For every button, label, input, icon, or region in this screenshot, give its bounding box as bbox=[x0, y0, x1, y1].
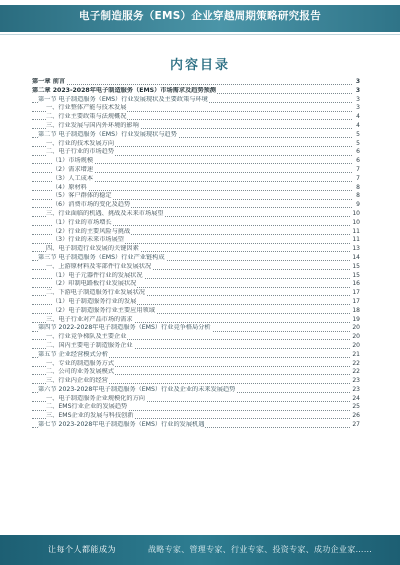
report-title: 电子制造服务（EMS）企业穿越周期策略研究报告 bbox=[78, 10, 322, 22]
toc-entry-label: 三、行业发展与国内外环境的影响 bbox=[46, 121, 139, 129]
toc-entry-label: （2）印制电路板行业发展状况 bbox=[52, 280, 137, 288]
footer-slogan: 让每个人都能成为 bbox=[48, 545, 116, 554]
toc-entry-page: 11 bbox=[352, 236, 360, 244]
toc-entry-label: 第二章 2023-2028年电子制造服务（EMS）市场需求及趋势预测 bbox=[32, 86, 216, 94]
toc-entry-label: （2）电子制造服务行业主要应用领域 bbox=[52, 306, 155, 314]
header-divider bbox=[0, 34, 400, 35]
toc-entry-label: 第七节 2023-2028年电子制造服务（EMS）行业的发展机遇 bbox=[38, 421, 205, 429]
toc-entry-page: 8 bbox=[356, 192, 360, 200]
toc-entry[interactable] bbox=[32, 166, 360, 175]
toc-entry[interactable] bbox=[32, 360, 360, 369]
toc-entry-label: 三、行业面临的机遇、挑战及未来市场展望 bbox=[46, 209, 164, 217]
toc-entry-page: 8 bbox=[356, 183, 360, 191]
toc-entry-label: （4）原材料 bbox=[52, 183, 87, 191]
toc-entry-label: （2）行业的主要风险与挑战 bbox=[52, 227, 131, 235]
toc-entry[interactable] bbox=[32, 87, 360, 96]
toc-entry-page: 10 bbox=[352, 209, 360, 217]
toc-entry-label: （3）行业的未来市场展望 bbox=[52, 236, 124, 244]
toc-entry[interactable] bbox=[32, 184, 360, 193]
toc-entry-page: 3 bbox=[355, 86, 360, 94]
toc-entry-page: 19 bbox=[352, 315, 360, 323]
toc-entry-page: 10 bbox=[352, 218, 360, 226]
toc-entry[interactable] bbox=[32, 351, 360, 360]
toc-entry[interactable] bbox=[32, 395, 360, 404]
toc-entry-label: （5）客户群体的稳定 bbox=[52, 192, 112, 200]
toc-entry-label: （1）电子元器件行业的发展状况 bbox=[52, 271, 143, 279]
toc-entry[interactable] bbox=[32, 78, 360, 87]
toc-entry-label: 三、行业内企业的经营 bbox=[46, 377, 108, 385]
toc-entry[interactable] bbox=[32, 307, 360, 316]
toc-entry-page: 13 bbox=[352, 245, 360, 253]
toc-entry[interactable] bbox=[32, 377, 360, 386]
footer-tagline: 战略专家、管理专家、行业专家、投资专家、成功企业家…… bbox=[148, 545, 373, 554]
page-footer bbox=[0, 535, 400, 565]
table-of-contents bbox=[32, 78, 360, 430]
toc-entry[interactable] bbox=[32, 272, 360, 281]
toc-entry[interactable] bbox=[32, 157, 360, 166]
toc-entry[interactable] bbox=[32, 386, 360, 395]
toc-entry-label: 第一节 电子制造服务（EMS）行业发展现状及主要政策与环境 bbox=[38, 95, 208, 103]
toc-entry-page: 17 bbox=[352, 289, 360, 297]
toc-entry-page: 23 bbox=[352, 385, 360, 393]
toc-entry-label: 一、行业整体产能与技术发展 bbox=[46, 104, 127, 112]
toc-entry-page: 20 bbox=[352, 341, 360, 349]
toc-entry-label: （1）市场规模 bbox=[52, 157, 94, 165]
toc-entry-label: （1）行业的市场增长 bbox=[52, 218, 112, 226]
toc-entry-page: 6 bbox=[356, 148, 360, 156]
toc-entry-page: 15 bbox=[352, 271, 360, 279]
toc-entry-page: 22 bbox=[352, 359, 360, 367]
toc-entry[interactable] bbox=[32, 245, 360, 254]
toc-entry[interactable] bbox=[32, 280, 360, 289]
toc-entry[interactable] bbox=[32, 228, 360, 237]
toc-entry-label: 第一章 前言 bbox=[32, 78, 66, 85]
toc-entry-label: （1）电子制造服务行业的发展 bbox=[52, 297, 137, 305]
toc-entry-label: 一、上游原材料及零部件行业发展状况 bbox=[46, 262, 152, 270]
toc-entry[interactable] bbox=[32, 254, 360, 263]
toc-entry-label: 三、电子行业对产品市场的需求 bbox=[46, 315, 133, 323]
report-header bbox=[0, 0, 400, 34]
toc-entry-label: 二、下游电子制造服务行业发展状况 bbox=[46, 289, 145, 297]
toc-entry-page: 20 bbox=[352, 324, 360, 332]
toc-entry[interactable] bbox=[32, 412, 360, 421]
toc-entry-page: 4 bbox=[356, 121, 360, 129]
toc-entry-label: 第三节 电子制造服务（EMS）行业产业链构成 bbox=[38, 253, 165, 261]
toc-entry[interactable] bbox=[32, 219, 360, 228]
toc-entry-page: 14 bbox=[352, 253, 360, 261]
toc-leader-dots bbox=[32, 84, 352, 85]
toc-entry-page: 16 bbox=[352, 280, 360, 288]
toc-entry[interactable] bbox=[32, 104, 360, 113]
toc-entry[interactable] bbox=[32, 192, 360, 201]
toc-entry[interactable] bbox=[32, 96, 360, 105]
toc-entry-label: 第六节 2023-2028年电子制造服务（EMS）行业及企业的未来发展趋势 bbox=[38, 385, 236, 393]
toc-entry-page: 21 bbox=[352, 350, 360, 358]
toc-heading: 内容目录 bbox=[169, 58, 230, 73]
toc-entry-page: 11 bbox=[352, 227, 360, 235]
toc-entry-page: 3 bbox=[355, 78, 360, 85]
toc-entry[interactable] bbox=[32, 368, 360, 377]
toc-entry-page: 24 bbox=[352, 394, 360, 402]
toc-entry-label: 第五节 企业经营模式分析 bbox=[38, 350, 109, 358]
toc-entry-page: 3 bbox=[356, 104, 360, 112]
toc-entry-page: 26 bbox=[352, 412, 360, 420]
toc-entry[interactable] bbox=[32, 122, 360, 131]
toc-entry-label: 一、行业的技术发展方向 bbox=[46, 139, 115, 147]
toc-entry[interactable] bbox=[32, 333, 360, 342]
toc-entry-label: 二、行业主要政策与法规概况 bbox=[46, 113, 127, 121]
toc-entry-label: 三、EMS企业的发展与科技创新 bbox=[46, 412, 134, 420]
toc-entry-page: 5 bbox=[356, 139, 360, 147]
toc-entry[interactable] bbox=[32, 131, 360, 140]
toc-entry-page: 15 bbox=[352, 262, 360, 270]
toc-entry-page: 23 bbox=[352, 377, 360, 385]
toc-entry-label: 二、电子行业的市场趋势 bbox=[46, 148, 115, 156]
toc-entry[interactable] bbox=[32, 201, 360, 210]
toc-entry[interactable] bbox=[32, 175, 360, 184]
toc-entry[interactable] bbox=[32, 298, 360, 307]
toc-entry-label: 四、电子制造行业发展的关键因素 bbox=[46, 245, 139, 253]
toc-entry-page: 17 bbox=[352, 297, 360, 305]
toc-entry[interactable] bbox=[32, 421, 360, 430]
toc-entry-page: 4 bbox=[356, 113, 360, 121]
toc-entry-page: 27 bbox=[352, 421, 360, 429]
toc-entry[interactable] bbox=[32, 324, 360, 333]
toc-entry-label: 一、专业的制造服务方式 bbox=[46, 359, 115, 367]
toc-entry-label: （3）人工成本 bbox=[52, 174, 94, 182]
toc-entry-label: （6）消费市场的变化及趋势 bbox=[52, 201, 131, 209]
toc-entry[interactable] bbox=[32, 140, 360, 149]
toc-entry[interactable] bbox=[32, 342, 360, 351]
toc-entry[interactable] bbox=[32, 148, 360, 157]
toc-entry-page: 6 bbox=[356, 157, 360, 165]
toc-entry-page: 7 bbox=[356, 165, 360, 173]
toc-entry-label: 一、电子制造服务企业规模化的方向 bbox=[46, 394, 145, 402]
toc-entry-label: 一、行业竞争梯队及主要企业 bbox=[46, 333, 127, 341]
toc-entry-page: 9 bbox=[356, 201, 360, 209]
toc-entry[interactable] bbox=[32, 289, 360, 298]
toc-entry-label: 二、国内主要电子制造服务企业 bbox=[46, 341, 133, 349]
toc-entry-label: 第四节 2022-2028年电子制造服务（EMS）行业竞争格局分析 bbox=[38, 324, 211, 332]
toc-entry-label: 二、公司的业务发展模式 bbox=[46, 368, 115, 376]
toc-entry-label: 二、EMS行业企业的发展趋势 bbox=[46, 403, 128, 411]
toc-entry[interactable] bbox=[32, 316, 360, 325]
toc-entry-page: 5 bbox=[356, 130, 360, 138]
toc-entry-page: 7 bbox=[356, 174, 360, 182]
toc-entry-page: 25 bbox=[352, 403, 360, 411]
toc-entry-page: 3 bbox=[356, 95, 360, 103]
toc-entry[interactable] bbox=[32, 403, 360, 412]
toc-entry[interactable] bbox=[32, 113, 360, 122]
toc-entry[interactable] bbox=[32, 263, 360, 272]
toc-entry-label: （2）需求增速 bbox=[52, 165, 94, 173]
toc-entry[interactable] bbox=[32, 236, 360, 245]
toc-entry-page: 20 bbox=[352, 333, 360, 341]
toc-entry-label: 第二节 电子制造服务（EMS）行业发展现状与趋势 bbox=[38, 130, 177, 138]
toc-entry[interactable] bbox=[32, 210, 360, 219]
toc-entry-page: 18 bbox=[352, 306, 360, 314]
toc-entry-page: 22 bbox=[352, 368, 360, 376]
